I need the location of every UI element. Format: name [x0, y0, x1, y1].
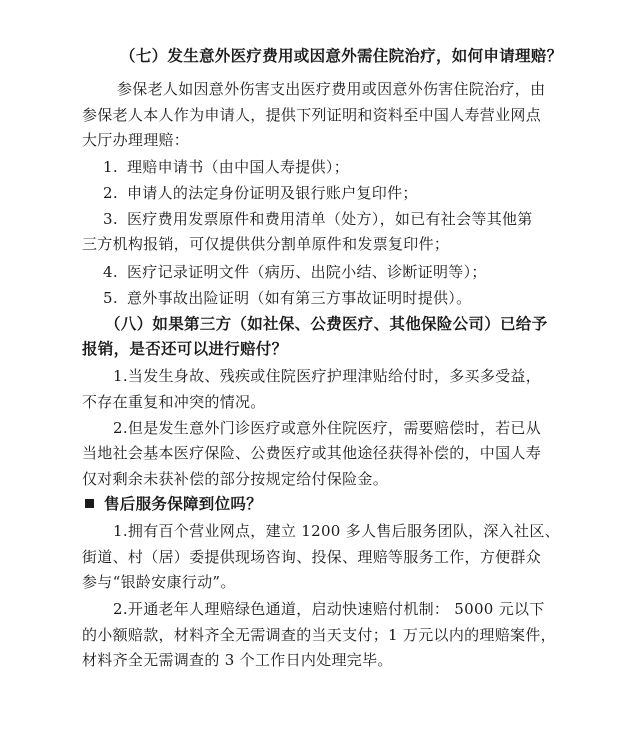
section-7-intro-line-1: 参保老人如因意外伤害支出医疗费用或因意外伤害住院治疗，由	[117, 80, 546, 98]
list-item-text: 医疗费用发票原件和费用清单（处方），如已有社会等其他第	[127, 210, 533, 228]
after-sales-p1-line-2: 街道、村（居）委提供现场咨询、投保、理赔等服务工作，方便群众	[82, 548, 542, 566]
list-item-number: 3.	[103, 210, 118, 228]
after-sales-p2-line-2: 的小额赔款，材料齐全无需调查的当天支付；1 万元以内的理赔案件，	[82, 626, 556, 644]
list-item-number: 2.	[103, 184, 118, 202]
section-7-intro-line-3: 大厅办理理赔：	[82, 131, 190, 149]
section-8-heading-line-2: 报销，是否还可以进行赔付？	[82, 340, 288, 358]
list-item-number: 5.	[103, 289, 118, 307]
section-8-p2-line-1: 2.但是发生意外门诊医疗或意外住院医疗，需要赔偿时，若已从	[113, 419, 542, 437]
section-7-intro-line-2: 参保老人本人作为申请人，提供下列证明和资料至中国人寿营业网点	[82, 106, 542, 124]
after-sales-p1-line-1: 1.拥有百个营业网点，建立 1200 多人售后服务团队，深入社区、	[113, 522, 560, 540]
list-item-number: 1.	[103, 158, 118, 176]
square-bullet-icon	[85, 499, 94, 508]
section-8-p2-line-3: 仅对剩余未获补偿的部分按规定给付保险金。	[82, 470, 389, 488]
after-sales-p1-line-3: 参与“银龄安康行动”。	[82, 573, 236, 591]
after-sales-p2-line-3: 材料齐全无需调查的 3 个工作日内处理完毕。	[82, 651, 393, 669]
after-sales-p2-line-1: 2.开通老年人理赔绿色通道，启动快速赔付机制： 5000 元以下	[113, 600, 545, 618]
list-item-number: 4.	[103, 263, 118, 281]
section-8-p1-line-2: 不存在重复和冲突的情况。	[82, 393, 266, 411]
list-item-text: 申请人的法定身份证明及银行账户复印件；	[127, 184, 418, 202]
list-item-text-continued: 三方机构报销，可仅提供供分割单原件和发票复印件；	[82, 235, 450, 253]
list-item-text: 意外事故出险证明（如有第三方事故证明时提供）。	[127, 289, 472, 307]
section-8-p2-line-2: 当地社会基本医疗保险、公费医疗或其他途径获得补偿的，中国人寿	[82, 444, 542, 462]
list-item-text: 医疗记录证明文件（病历、出院小结、诊断证明等）；	[127, 263, 487, 281]
section-8-heading-line-1: （八）如果第三方（如社保、公费医疗、其他保险公司）已给予	[105, 315, 548, 333]
section-7-heading: （七）发生意外医疗费用或因意外需住院治疗，如何申请理赔？	[120, 47, 563, 65]
section-8-p1-line-1: 1.当发生身故、残疾或住院医疗护理津贴给付时，多买多受益，	[113, 367, 542, 385]
after-sales-heading: 售后服务保障到位吗？	[104, 495, 263, 513]
list-item-text: 理赔申请书（由中国人寿提供）；	[127, 158, 350, 176]
